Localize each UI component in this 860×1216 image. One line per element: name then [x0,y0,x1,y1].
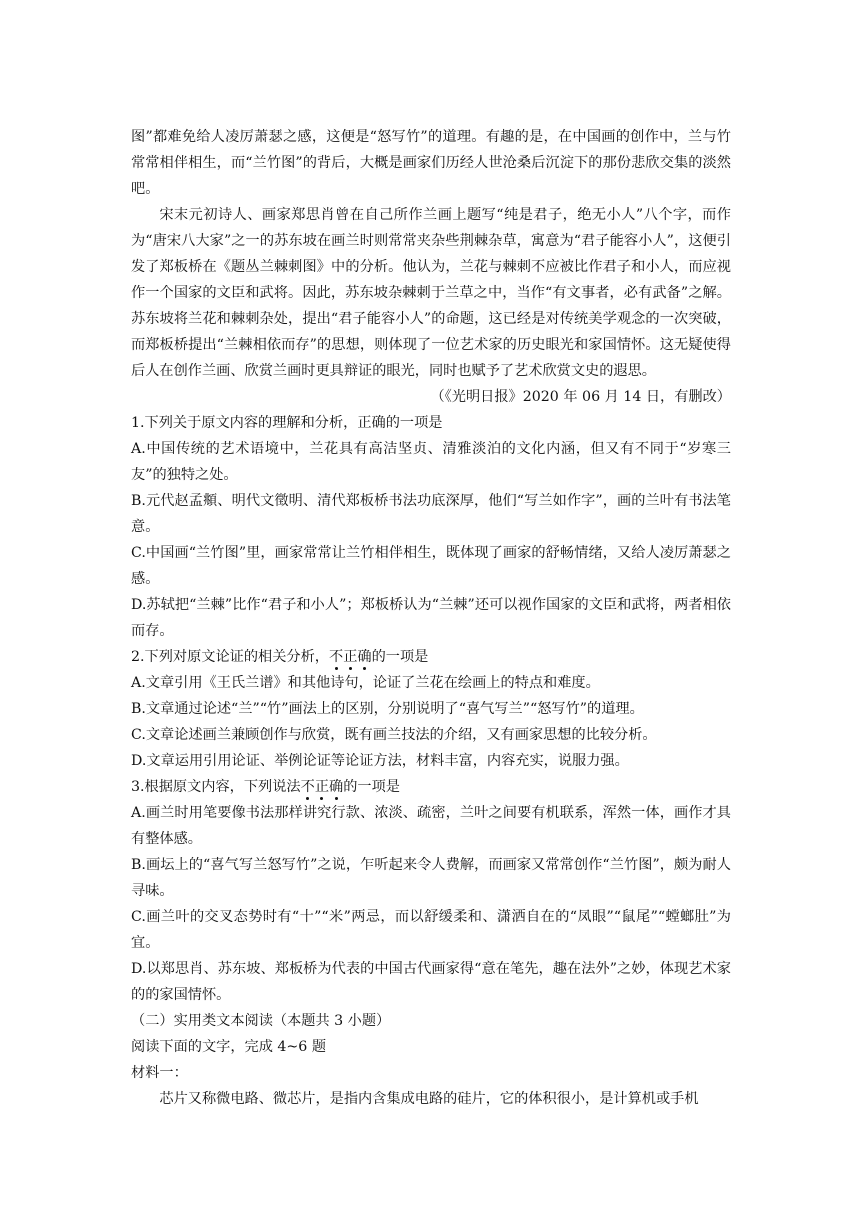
question-3-stem [131,774,731,800]
section-2-instruction: 阅读下面的文字，完成 4~6 题 [131,1039,327,1055]
question-1-option-a: A.中国传统的艺术语境中，兰花具有高洁坚贞、清雅淡泊的文化内涵，但又有不同于“岁寒三友”的独特之处。 [131,441,731,483]
question-1-stem-text: 1.下列关于原文内容的理解和分析，正确的一项是 [131,415,443,431]
emphasis-char: 不 [300,779,315,795]
question-2-stem-suffix: 的一项是 [371,649,429,665]
question-1-stem [131,410,731,436]
question-1-option-c: C.中国画“兰竹图”里，画家常常让兰竹相伴相生，既体现了画家的舒畅情绪，又给人凌厉萧瑟之感。 [131,545,731,587]
question-1-option-d: D.苏轼把“兰棘”比作“君子和小人”；郑板桥认为“兰棘”还可以视作国家的文臣和武将，两者相依而存。 [131,597,731,639]
material-paragraph: 芯片又称微电路、微芯片，是指内含集成电路的硅片，它的体积很小，是计算机或手机 [159,1091,699,1107]
question-2-option-d: D.文章运用引用论证、举例论证等论证方法，材料丰富，内容充实，说服力强。 [131,753,629,769]
emphasis-char: 正 [314,779,330,795]
source-citation: （《光明日报》2020 年 06 月 14 日，有删改） [430,389,731,405]
question-3-option-c: C.画兰叶的交叉态势时有“十”“米”两忌，而以舒缓柔和、潇洒自在的“凤眼”“鼠尾”“螳螂肚”为宜。 [131,909,731,951]
question-3-stem-suffix: 的一项是 [343,779,400,795]
section-2-heading: （二）实用类文本阅读（本题共 3 小题） [131,1013,391,1029]
question-3-option-b: B.画坛上的“喜气写兰怒写竹”之说，乍听起来令人费解，而画家又常常创作“兰竹图”，颇为耐人寻味。 [131,857,731,899]
question-3-stem-prefix: 3.根据原文内容，下列说法 [131,779,301,795]
question-2-stem [131,644,731,670]
emphasis-char: 正 [343,649,358,665]
article-paragraph-1: 图”都难免给人凌厉萧瑟之感，这便是“怒写竹”的道理。有趣的是，在中国画的创作中，兰与竹常常相伴相生，而“兰竹图”的背后，大概是画家们历经人世沧桑后沉淀下的那份悲欣交集的淡然吧。 [131,129,731,197]
material-label: 材料一： [131,1065,188,1081]
question-2-option-b: B.文章通过论述“兰”“竹”画法上的区别，分别说明了“喜气写兰”“怒写竹”的道理。 [131,701,644,717]
emphasis-char: 确 [329,779,344,795]
emphasis-char: 确 [357,649,372,665]
emphasis-char: 不 [328,649,344,665]
question-3-option-d: D.以郑思肖、苏东坡、郑板桥为代表的中国古代画家得“意在笔先，趣在法外”之妙，体现艺术家的的家国情怀。 [131,961,731,1003]
article-paragraph-2: 宋末元初诗人、画家郑思肖曾在自己所作兰画上题写“纯是君子，绝无小人”八个字，而作为“唐宋八大家”之一的苏东坡在画兰时则常常夹杂些荆棘杂草，寓意为“君子能容小人”，这便引发了郑板桥在《题丛兰棘刺图》中的分析。他认为，兰花与棘刺不应被比作君子和小人，而应视作一个国家的文臣和武将。因此，苏东坡杂棘刺于兰草之中，当作“有文事者，必有武备”之解。苏东坡将兰花和棘刺杂处，提出“君子能容小人”的命题，这已经是对传统美学观念的一次突破，而郑板桥提出“兰棘相依而存”的思想，则体现了一位艺术家的历史眼光和家国情怀。这无疑使得后人在创作兰画、欣赏兰画时更具辩证的眼光，同时也赋予了艺术欣赏文史的遐思。 [131,207,731,379]
question-2-emphasis [329,649,372,665]
question-2-stem-prefix: 2.下列对原文论证的相关分析， [131,649,329,665]
page-content [131,124,731,1112]
question-3-option-a: A.画兰时用笔要像书法那样讲究行款、浓淡、疏密，兰叶之间要有机联系，浑然一体，画作才具有整体感。 [131,805,731,847]
question-2-option-c: C.文章论述画兰兼顾创作与欣赏，既有画兰技法的介绍，又有画家思想的比较分析。 [131,727,657,743]
question-2-option-a: A.文章引用《王氏兰谱》和其他诗句，论证了兰花在绘画上的特点和难度。 [131,675,600,691]
question-3-emphasis [301,779,344,795]
question-1-option-b: B.元代赵孟頫、明代文徵明、清代郑板桥书法功底深厚，他们“写兰如作字”，画的兰叶有书法笔意。 [131,493,731,535]
